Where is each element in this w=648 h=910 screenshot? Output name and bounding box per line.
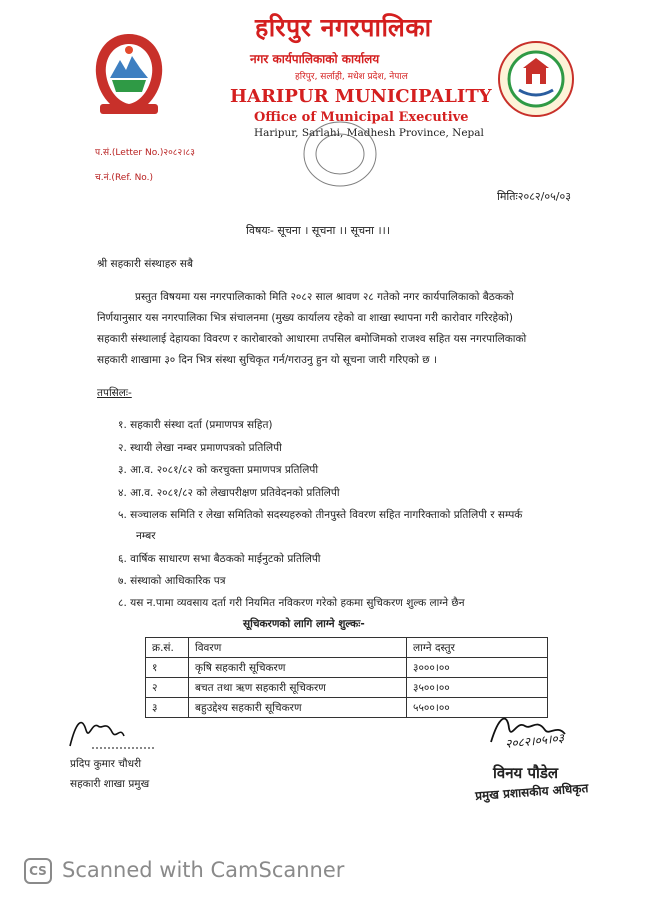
fee-table-title: सूचिकरणको लागि लाग्ने शुल्कः- (243, 618, 365, 630)
list-item: ७. संस्थाको आधिकारिक पत्र (118, 575, 226, 587)
table-row (146, 678, 548, 698)
table-cell: १ (146, 658, 189, 678)
camscanner-logo (24, 858, 52, 884)
list-item: ३. आ.व. २०८१/८२ को करचुक्ता प्रमाणपत्र प्रतिलिपी (118, 464, 319, 476)
office-stamp (300, 118, 380, 190)
list-item: ६. वार्षिक साधारण सभा बैठकको माईनुटको प्रतिलिपी (118, 553, 321, 565)
subject-line: विषयः- सूचना । सूचना ।। सूचना ।।। (246, 224, 391, 237)
letter-number: प.सं.(Letter No.)२०८२।८३ (95, 148, 195, 158)
table-header-cell: विवरण (189, 638, 407, 658)
left-signatory-title: सहकारी शाखा प्रमुख (70, 778, 150, 790)
body-line: प्रस्तुत विषयमा यस नगरपालिकाको मिति २०८२ साल श्रावण २८ गतेको नगर कार्यपालिकाको बैठकको (135, 291, 514, 303)
table-cell: ३ (146, 698, 189, 718)
left-signature-mark (62, 712, 162, 752)
letterhead-nepali-title: हरिपुर नगरपालिका (255, 13, 432, 42)
left-signatory-name: प्रदिप कुमार चौधरी (70, 758, 142, 770)
body-line: निर्णयानुसार यस नगरपालिका भित्र संचालनमा (मुख्य कार्यालय रहेको वा शाखा स्थापना गरी कारोवार गरिरहेको) (97, 312, 513, 324)
table-cell: बचत तथा ऋण सहकारी सूचिकरण (189, 678, 407, 698)
right-signature-date: २०८२।०५।०३ (504, 730, 565, 752)
salutation: श्री सहकारी संस्थाहरु सबै (97, 258, 193, 270)
list-item: ५. सञ्चालक समिति र लेखा समितिको सदस्यहरुको तीनपुस्ते विवरण सहित नागरिक्ताको प्रतिलिपी र सम्पर्क (118, 509, 523, 521)
letterhead-nepali-office: नगर कार्यपालिकाको कार्यालय (250, 52, 380, 66)
body-line: सहकारी शाखामा ३० दिन भित्र संस्था सुचिकृत गर्न/गराउनु हुन यो सूचना जारी गरिएको छ । (97, 354, 437, 366)
table-cell: २ (146, 678, 189, 698)
notice-body (97, 287, 637, 371)
tapsil-heading: तपसिलः- (97, 387, 132, 399)
table-header-cell: लाग्ने दस्तुर (407, 638, 548, 658)
list-item-continued: नम्बर (136, 530, 156, 542)
camscanner-badge-text: CS (29, 864, 47, 878)
right-signatory-name: विनय पौडेल (493, 764, 559, 782)
reference-number: च.नं.(Ref. No.) (95, 173, 154, 183)
body-line: सहकारी संस्थालाई देहायका विवरण र कारोबारको आधारमा तपसिल बमोजिमको राजश्व सहित यस नगरपालिकाको (97, 333, 527, 345)
table-cell: कृषि सहकारी सूचिकरण (189, 658, 407, 678)
list-item: ८. यस न.पामा व्यवसाय दर्ता गरी नियमित नविकरण गरेको हकमा सुचिकरण शुल्क लाग्ने छैन (118, 597, 465, 609)
table-header-row (146, 638, 548, 658)
table-cell: ३०००।०० (407, 658, 548, 678)
camscanner-watermark-text: Scanned with CamScanner (62, 858, 345, 882)
letterhead-english-office: Office of Municipal Executive (254, 110, 469, 125)
table-row (146, 658, 548, 678)
letterhead-nepali-address: हरिपुर, सर्लाही, मधेश प्रदेश, नेपाल (295, 72, 408, 82)
table-header-cell: क्र.सं. (146, 638, 189, 658)
municipality-seal-logo (497, 40, 575, 118)
list-item: १. सहकारी संस्था दर्ता (प्रमाणपत्र सहित) (118, 419, 273, 431)
nepal-emblem-logo (88, 30, 170, 120)
list-item: ४. आ.व. २०८१/८२ को लेखापरीक्षण प्रतिवेदनको प्रतिलिपी (118, 487, 340, 499)
letterhead-english-address: Haripur, Sarlahi, Madhesh Province, Nepal (254, 127, 484, 139)
right-signatory-title: प्रमुख प्रशासकीय अधिकृत (474, 781, 589, 803)
table-cell: बहुउद्देश्य सहकारी सूचिकरण (189, 698, 407, 718)
table-cell: ३५००।०० (407, 678, 548, 698)
letterhead-english-title: HARIPUR MUNICIPALITY (230, 86, 492, 107)
fee-table (145, 637, 548, 718)
document-date: मितिः२०८२/०५/०३ (497, 190, 571, 203)
table-cell: ५५००।०० (407, 698, 548, 718)
list-item: २. स्थायी लेखा नम्बर प्रमाणपत्रको प्रतिलिपी (118, 442, 282, 454)
